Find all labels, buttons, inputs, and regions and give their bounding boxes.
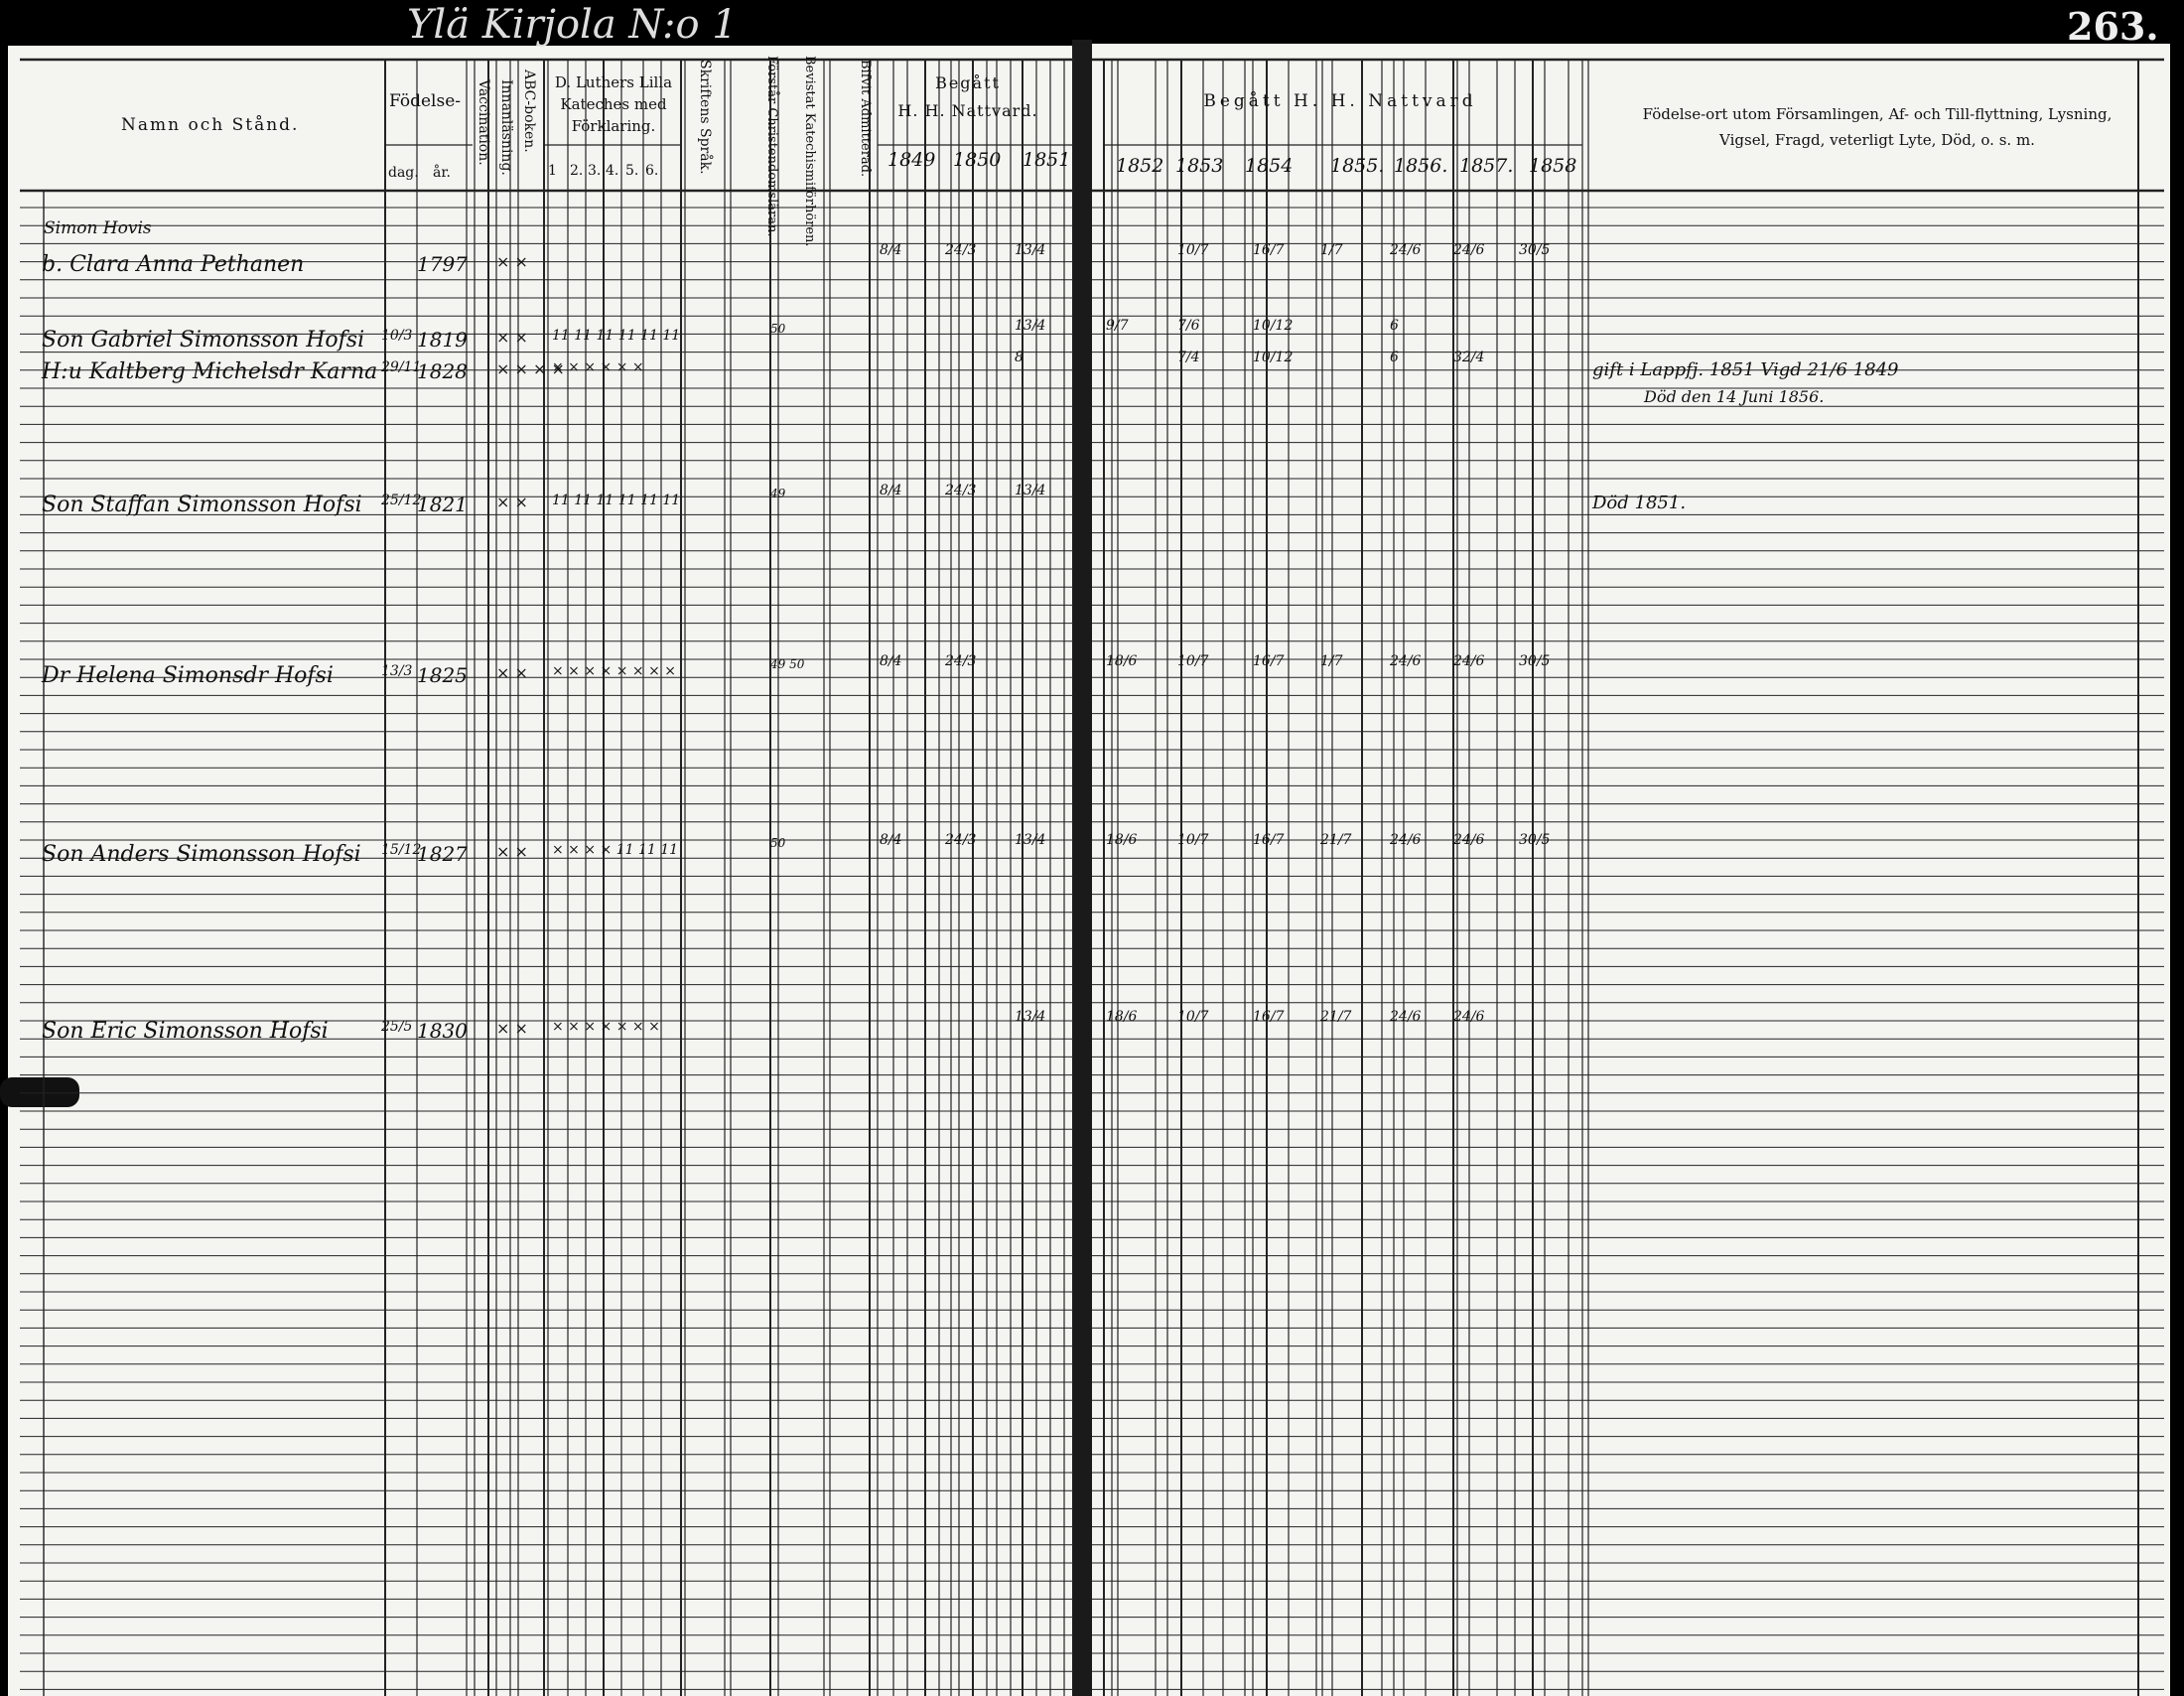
entry-birth-day: 25/12	[381, 493, 422, 508]
entry-communion-c54: 16/7	[1253, 1009, 1285, 1025]
entry-communion-c57: 24/6	[1453, 832, 1485, 848]
year-header-1850: 1850	[953, 149, 1002, 171]
entry-head-name: Simon Hovis	[44, 218, 152, 238]
year-header-1855: 1855.	[1330, 155, 1385, 177]
entry-communion-c58: 30/5	[1519, 653, 1551, 669]
entry-catechism-marks: × × × × × × × ×	[552, 663, 676, 679]
entry-communion-c50: 24/3	[945, 832, 977, 848]
entry-birth-year: 1830	[417, 1019, 468, 1043]
entry-communion-c54: 10/12	[1253, 318, 1294, 334]
entry-birth-year: 1825	[417, 663, 468, 687]
entry-reading-marks: × × × ×	[496, 359, 565, 378]
entry-name: b. Clara Anna Pethanen	[42, 252, 305, 277]
entry-name: Son Anders Simonsson Hofsi	[42, 842, 361, 867]
header-vaccination: Vaccination.	[476, 79, 492, 166]
entry-birth-day: 25/5	[381, 1019, 413, 1035]
entry-communion-c56: 6	[1390, 318, 1399, 334]
entry-birth-year: 1821	[417, 493, 468, 516]
header-communion-left-2: H. H. Nattvard.	[897, 101, 1038, 120]
catechism-part-1: 1	[548, 163, 557, 179]
entry-communion-c49: 8/4	[880, 653, 902, 669]
entry-communion-c57: 32/4	[1453, 350, 1485, 365]
entry-birth-day: 13/3	[381, 663, 413, 679]
entry-communion-c50: 24/3	[945, 653, 977, 669]
entry-communion-c52: 18/6	[1106, 832, 1138, 848]
entry-communion-c53: 10/7	[1177, 653, 1209, 669]
entry-reading-marks: × ×	[496, 493, 528, 511]
entry-birth-year: 1797	[417, 252, 468, 276]
header-remarks-2: Vigsel, Fragd, veterligt Lyte, Död, o. s. m.	[1719, 131, 2035, 149]
year-header-1853: 1853	[1175, 155, 1224, 177]
entry-communion-c49: 8/4	[880, 483, 902, 498]
entry-catechism-marks: 11 11 11 11 11 11	[552, 493, 681, 508]
catechism-part-3: 3.	[588, 163, 602, 179]
entry-communion-c55: 21/7	[1320, 832, 1352, 848]
entry-communion-c51: 13/4	[1015, 318, 1046, 334]
entry-communion-c53: 10/7	[1177, 1009, 1209, 1025]
entry-reading-marks: × ×	[496, 328, 528, 347]
header-communion-left-1: Begått	[935, 73, 1001, 92]
entry-communion-c49: 8/4	[880, 832, 902, 848]
year-header-1852: 1852	[1116, 155, 1164, 177]
catechism-part-5: 5.	[625, 163, 639, 179]
entry-hearings: 49 50	[770, 657, 805, 671]
header-name-and-status: Namn och Stånd.	[121, 115, 300, 135]
page-tab	[0, 1077, 79, 1107]
entry-communion-c56: 24/6	[1390, 1009, 1422, 1025]
entry-communion-c54: 10/12	[1253, 350, 1294, 365]
entry-catechism-marks: × × × × 11 11 11	[552, 842, 679, 858]
entry-communion-c56: 24/6	[1390, 653, 1422, 669]
entry-reading-marks: × ×	[496, 252, 528, 271]
entry-communion-c53: 10/7	[1177, 242, 1209, 258]
entry-communion-c52: 18/6	[1106, 653, 1138, 669]
header-birth-day: dag.	[388, 165, 419, 181]
catechism-part-4: 4.	[606, 163, 619, 179]
catechism-part-6: 6.	[645, 163, 659, 179]
header-catechism-3: Förklaring.	[571, 117, 656, 135]
entry-communion-c56: 24/6	[1390, 242, 1422, 258]
entry-communion-c50: 24/3	[945, 483, 977, 498]
entry-birth-year: 1827	[417, 842, 468, 866]
entry-communion-c52: 18/6	[1106, 1009, 1138, 1025]
year-header-1858: 1858	[1529, 155, 1577, 177]
entry-communion-c53: 7/4	[1177, 350, 1200, 365]
header-birth-year: år.	[433, 165, 451, 181]
header-catechism-1: D. Luthers Lilla	[554, 73, 673, 91]
entry-communion-c50: 24/3	[945, 242, 977, 258]
entry-communion-c55: 21/7	[1320, 1009, 1352, 1025]
page-number: 263.	[2067, 4, 2159, 49]
header-christianity: Förstår Christendomsläran.	[764, 56, 779, 237]
header-scripture: Skriftens Språk.	[697, 60, 714, 175]
year-header-1851: 1851	[1023, 149, 1071, 171]
entry-name: Dr Helena Simonsdr Hofsi	[42, 663, 334, 688]
entry-name: Son Gabriel Simonsson Hofsi	[42, 328, 365, 353]
entry-communion-c49: 8/4	[880, 242, 902, 258]
entry-communion-c56: 24/6	[1390, 832, 1422, 848]
page-title: Ylä Kirjola N:o 1	[407, 2, 738, 48]
entry-remark-2: Död den 14 Juni 1856.	[1644, 387, 1825, 406]
entry-communion-c53: 10/7	[1177, 832, 1209, 848]
entry-birth-day: 29/11	[381, 359, 422, 375]
entry-hearings: 50	[770, 836, 786, 850]
year-header-1857: 1857.	[1459, 155, 1514, 177]
header-reading: Innanläsning.	[498, 79, 515, 176]
entry-communion-c52: 9/7	[1106, 318, 1129, 334]
header-abc-book: ABC-boken.	[521, 70, 538, 153]
entry-birth-day: 15/12	[381, 842, 422, 858]
entry-hearings: 50	[770, 322, 786, 336]
entry-communion-c54: 16/7	[1253, 242, 1285, 258]
entry-communion-c51: 13/4	[1015, 1009, 1046, 1025]
entry-communion-c53: 7/6	[1177, 318, 1200, 334]
year-header-1854: 1854	[1245, 155, 1294, 177]
entry-communion-c57: 24/6	[1453, 653, 1485, 669]
year-header-1849: 1849	[887, 149, 936, 171]
header-birth: Födelse-	[389, 91, 462, 111]
entry-communion-c57: 24/6	[1453, 1009, 1485, 1025]
entry-communion-c54: 16/7	[1253, 653, 1285, 669]
entry-birth-year: 1819	[417, 328, 468, 352]
header-catechism-hearings: Bevistat Katechismiförhören.	[802, 56, 817, 247]
entry-communion-c51: 8	[1015, 350, 1024, 365]
year-header-1856: 1856.	[1394, 155, 1448, 177]
entry-name: H:u Kaltberg Michelsdr Karna	[42, 359, 378, 384]
entry-communion-c51: 13/4	[1015, 242, 1046, 258]
entry-name: Son Staffan Simonsson Hofsi	[42, 493, 362, 517]
catechism-part-2: 2.	[570, 163, 584, 179]
entry-communion-c56: 6	[1390, 350, 1399, 365]
book-gutter	[1072, 40, 1092, 1696]
entry-communion-c57: 24/6	[1453, 242, 1485, 258]
entry-communion-c55: 1/7	[1320, 242, 1343, 258]
entry-catechism-marks: × × × × × × ×	[552, 1019, 660, 1035]
header-catechism-2: Kateches med	[560, 95, 667, 113]
entry-catechism-marks: 11 11 11 11 11 11	[552, 328, 681, 344]
entry-communion-c51: 13/4	[1015, 483, 1046, 498]
entry-birth-year: 1828	[417, 359, 468, 383]
entry-hearings: 49	[770, 487, 786, 500]
entry-communion-c55: 1/7	[1320, 653, 1343, 669]
entry-reading-marks: × ×	[496, 663, 528, 682]
entry-reading-marks: × ×	[496, 1019, 528, 1038]
header-remarks-1: Födelse-ort utom Församlingen, Af- och Till-flyttning, Lysning,	[1642, 105, 2113, 123]
header-admitted: Bifvit Admitterad.	[858, 60, 873, 178]
entry-communion-c54: 16/7	[1253, 832, 1285, 848]
header-communion-right: Begått H. H. Nattvard	[1203, 91, 1477, 111]
right-page	[1088, 40, 2170, 1696]
entry-remark: Död 1851.	[1592, 493, 1687, 513]
entry-birth-day: 10/3	[381, 328, 413, 344]
entry-remark: gift i Lappfj. 1851 Vigd 21/6 1849	[1592, 359, 1899, 380]
entry-communion-c58: 30/5	[1519, 242, 1551, 258]
entry-catechism-marks: × × × × × ×	[552, 359, 644, 375]
entry-communion-c58: 30/5	[1519, 832, 1551, 848]
entry-communion-c51: 13/4	[1015, 832, 1046, 848]
entry-reading-marks: × ×	[496, 842, 528, 861]
entry-name: Son Eric Simonsson Hofsi	[42, 1019, 329, 1044]
